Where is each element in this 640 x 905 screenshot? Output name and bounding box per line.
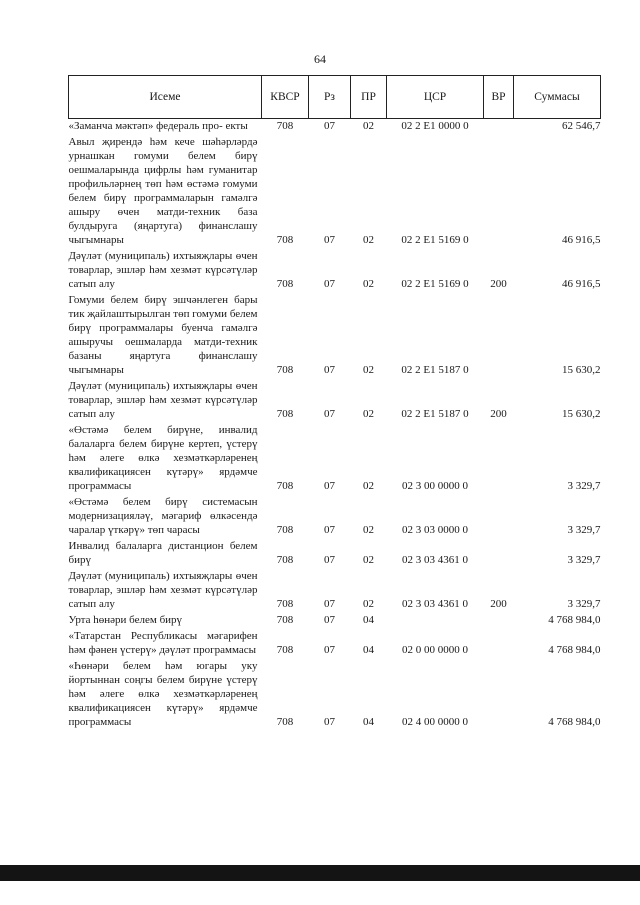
table-row [69,569,601,613]
table-row [69,423,601,495]
cell-rz: 07 [324,364,335,376]
cell-pr: 02 [363,598,374,610]
cell-pr: 04 [363,716,374,728]
cell-sum: 3 329,7 [567,554,601,566]
cell-sum: 3 329,7 [567,480,601,492]
cell-name: Дәүләт (муниципаль) ихтыяҗлары өчен товарлар, эшләр һәм хезмәт күрсәтүләр сатып алу [68,570,258,610]
cell-kvsr: 708 [276,480,294,492]
table-row [69,629,601,659]
table-row [69,249,601,293]
cell-vr [484,119,514,136]
cell-rz: 07 [324,598,335,610]
page-number: 64 [314,52,326,66]
cell-csr: 02 3 03 0000 0 [402,524,468,536]
cell-sum: 3 329,7 [567,524,601,536]
cell-csr: 02 2 E1 0000 0 [401,120,469,132]
cell-rz: 07 [324,524,335,536]
cell-csr: 02 3 03 4361 0 [402,598,468,610]
cell-name: «Татарстан Республикасы мәгарифен һәм фәнен үстерү» дәүләт программасы [68,630,258,656]
cell-kvsr: 708 [276,524,294,536]
cell-sum: 4 768 984,0 [548,614,601,626]
table-row [69,659,601,731]
cell-vr [484,495,514,539]
header-name: Исеме [69,76,262,119]
cell-kvsr: 708 [276,644,294,656]
cell-pr: 02 [363,278,374,290]
cell-vr [484,293,514,379]
cell-name: Дәүләт (муниципаль) ихтыяҗлары өчен товарлар, эшләр һәм хезмәт күрсәтүләр сатып алу [68,250,258,290]
cell-pr: 02 [363,234,374,246]
cell-pr: 02 [363,364,374,376]
table-row [69,135,601,249]
cell-kvsr: 708 [276,614,294,626]
cell-rz: 07 [324,120,335,132]
table-row [69,119,601,136]
header-rz: Рз [309,76,351,119]
cell-vr [484,629,514,659]
table-header-row [69,76,601,119]
cell-name: Гомуми белем бирү эшчәнлеген бары тик җайлаштырылган төп гомуми белем бирү программалары буенча гамәлгә ашыручы оешмаларда матди-техник базаны яңартуга финанслашу чыгымнары [68,294,258,376]
cell-sum: 4 768 984,0 [548,644,601,656]
header-csr: ЦСР [387,76,484,119]
cell-rz: 07 [324,278,335,290]
header-pr: ПР [351,76,387,119]
cell-sum: 46 916,5 [562,234,601,246]
cell-kvsr: 708 [276,408,294,420]
cell-rz: 07 [324,480,335,492]
cell-name: «Өстәмә белем бирү системасын модернизацияләү, мәгариф өлкәсендә чаралар үткәрү» төп чарасы [68,496,258,536]
budget-table [68,75,601,731]
cell-csr: 02 2 E1 5187 0 [401,408,469,420]
cell-pr: 04 [363,614,374,626]
table-body [69,119,601,732]
cell-vr: 200 [490,598,507,610]
cell-rz: 07 [324,408,335,420]
cell-csr: 02 2 E1 5187 0 [401,364,469,376]
cell-name: «Заманча мәктәп» федераль про- екты [68,120,248,132]
cell-rz: 07 [324,234,335,246]
cell-csr: 02 2 E1 5169 0 [401,234,469,246]
header-sum: Суммасы [514,76,601,119]
cell-csr: 02 3 00 0000 0 [402,480,468,492]
cell-name: Инвалид балаларга дистанцион белем бирү [68,540,258,566]
cell-csr: 02 3 03 4361 0 [402,554,468,566]
cell-csr: 02 4 00 0000 0 [402,716,468,728]
cell-csr: 02 0 00 0000 0 [402,644,468,656]
cell-vr: 200 [490,278,507,290]
cell-kvsr: 708 [276,278,294,290]
cell-vr [484,659,514,731]
table-row [69,379,601,423]
table-row [69,495,601,539]
cell-pr: 02 [363,524,374,536]
cell-name: «Һөнәри белем һәм югары уку йортыннан соңгы белем бирүне үстерү һәм әлеге өлкә хезмәткәрләренең квалификациясен күтәрү» ярдәмче программасы [68,660,258,728]
cell-rz: 07 [324,614,335,626]
cell-vr [484,539,514,569]
cell-kvsr: 708 [276,554,294,566]
cell-pr: 02 [363,120,374,132]
header-kvsr: КВСР [262,76,309,119]
cell-name: «Өстәмә белем бирүне, инвалид балаларга белем бирүне кертеп, үстерү һәм әлеге өлкә хезмәткәрләренең квалификациясен күтәрү» ярдәмче программасы [68,424,258,492]
cell-pr: 02 [363,554,374,566]
cell-rz: 07 [324,554,335,566]
cell-kvsr: 708 [276,598,294,610]
table-row [69,539,601,569]
scan-edge-bar [0,865,640,881]
cell-vr [484,135,514,249]
cell-name: Авыл җирендә һәм кече шәһәрләрдә урнашкан гомуми белем бирү оешмаларында цифрлы һәм гуманитар профильләрнең төп һәм өстәмә гомуми белем бирү программаларын гамәлгә ашыру өчен матди-техник база булдыруга (яңартуга) финанслашу чыгымнары [68,136,258,246]
cell-kvsr: 708 [276,716,294,728]
cell-vr [484,613,514,629]
header-vr: ВР [484,76,514,119]
cell-pr: 02 [363,480,374,492]
cell-kvsr: 708 [276,120,294,132]
cell-pr: 02 [363,408,374,420]
cell-name: Дәүләт (муниципаль) ихтыяҗлары өчен товарлар, эшләр һәм хезмәт күрсәтүләр сатып алу [68,380,258,420]
cell-sum: 3 329,7 [567,598,601,610]
cell-vr: 200 [490,408,507,420]
cell-rz: 07 [324,716,335,728]
cell-csr [387,613,484,629]
cell-pr: 04 [363,644,374,656]
cell-sum: 15 630,2 [562,364,601,376]
cell-sum: 46 916,5 [562,278,601,290]
cell-csr: 02 2 E1 5169 0 [401,278,469,290]
cell-vr [484,423,514,495]
cell-kvsr: 708 [276,364,294,376]
cell-name: Урта һөнәри белем бирү [68,614,183,626]
cell-rz: 07 [324,644,335,656]
table-row [69,293,601,379]
cell-sum: 15 630,2 [562,408,601,420]
cell-sum: 4 768 984,0 [548,716,601,728]
table-row [69,613,601,629]
cell-kvsr: 708 [276,234,294,246]
cell-sum: 62 546,7 [562,120,601,132]
